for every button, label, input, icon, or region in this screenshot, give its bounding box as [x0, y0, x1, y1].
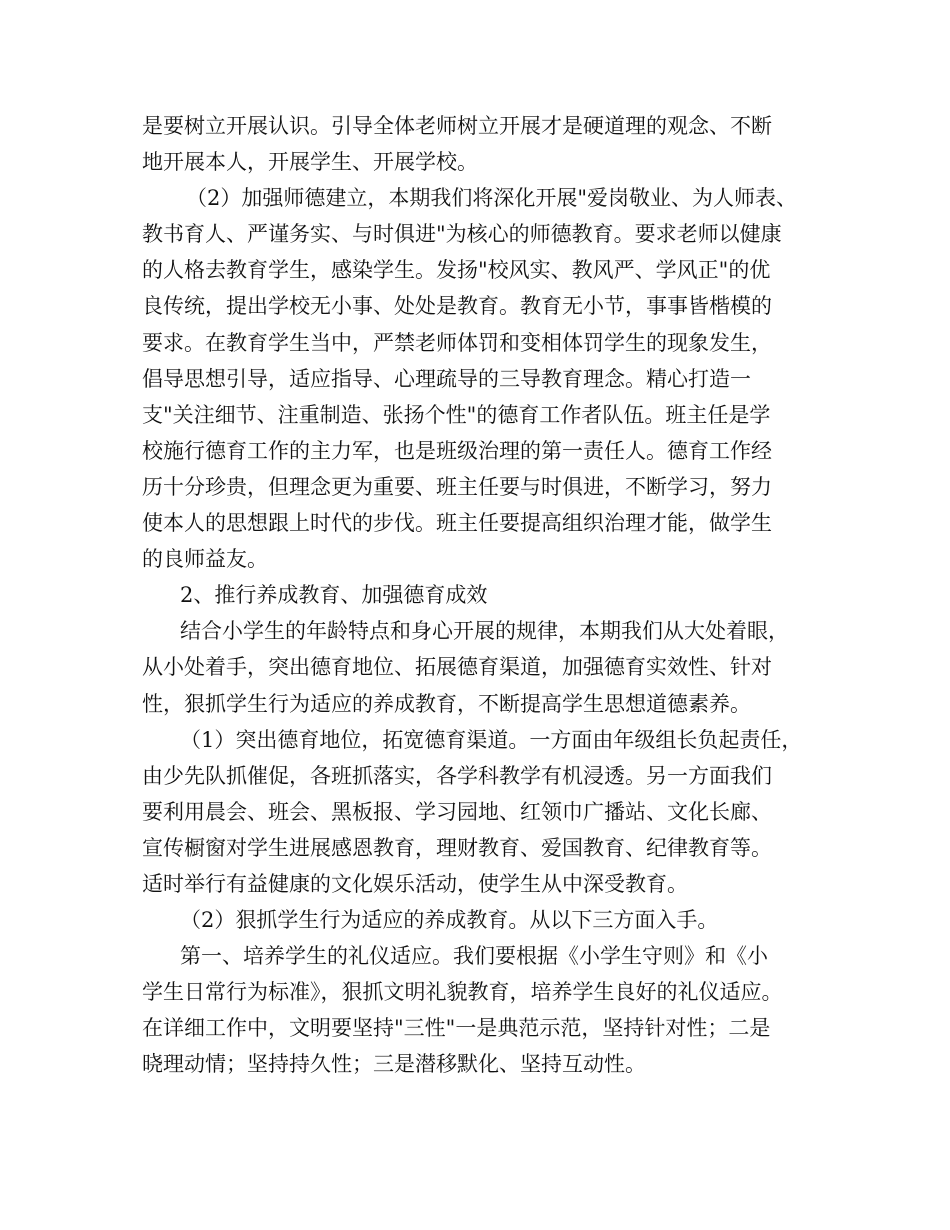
text-line: 校施行德育工作的主力军，也是班级治理的第一责任人。德育工作经 [142, 438, 772, 463]
text-line: （2）狠抓学生行为适应的养成教育。从以下三方面入手。 [180, 908, 719, 933]
text-line: 历十分珍贵，但理念更为重要、班主任要与时俱进，不断学习，努力 [142, 474, 772, 499]
text-line: 要求。在教育学生当中，严禁老师体罚和变相体罚学生的现象发生， [142, 330, 772, 355]
text-line: 宣传橱窗对学生进展感恩教育，理财教育、爱国教育、纪律教育等。 [142, 835, 772, 860]
text-line: 的人格去教育学生，感染学生。发扬"校风实、教风严、学风正"的优 [142, 258, 771, 283]
text-line: （1）突出德育地位，拓宽德育渠道。一方面由年级组长负起责任， [180, 727, 803, 752]
text-line: 在详细工作中，文明要坚持"三性"一是典范示范，坚持针对性；二是 [142, 1016, 771, 1041]
text-line: 要利用晨会、班会、黑板报、学习园地、红领巾广播站、文化长廊、 [142, 799, 772, 824]
text-line: 倡导思想引导，适应指导、心理疏导的三导教育理念。精心打造一 [142, 366, 751, 391]
text-line: （2）加强师德建立，本期我们将深化开展"爱岗敬业、为人师表、 [186, 186, 798, 211]
text-line: 良传统，提出学校无小事、处处是教育。教育无小节，事事皆楷模的 [142, 294, 772, 319]
text-line: 结合小学生的年龄特点和身心开展的规律，本期我们从大处着眼， [180, 619, 789, 644]
text-line: 从小处着手，突出德育地位、拓展德育渠道，加强德育实效性、针对 [142, 655, 772, 680]
text-line: 使本人的思想跟上时代的步伐。班主任要提高组织治理才能，做学生 [142, 511, 772, 536]
text-line: 教书育人、严谨务实、与时俱进"为核心的师德教育。要求老师以健康 [142, 222, 782, 247]
text-line: 第一、培养学生的礼仪适应。我们要根据《小学生守则》和《小 [180, 944, 768, 969]
text-line: 学生日常行为标准》，狠抓文明礼貌教育，培养学生良好的礼仪适应。 [142, 980, 783, 1005]
text-line: 支"关注细节、注重制造、张扬个性"的德育工作者队伍。班主任是学 [142, 402, 771, 427]
text-line: 由少先队抓催促，各班抓落实，各学科教学有机浸透。另一方面我们 [142, 763, 772, 788]
text-line: 是要树立开展认识。引导全体老师树立开展才是硬道理的观念、不断 [142, 114, 772, 138]
text-line: 适时举行有益健康的文化娱乐活动，使学生从中深受教育。 [142, 871, 688, 896]
document-body [142, 108, 832, 1083]
text-line: 的良师益友。 [142, 547, 268, 572]
text-line: 2、推行养成教育、加强德育成效 [180, 583, 488, 608]
text-line: 地开展本人，开展学生、开展学校。 [142, 150, 478, 175]
text-line: 晓理动情；坚持持久性；三是潜移默化、坚持互动性。 [142, 1052, 646, 1077]
text-line: 性，狠抓学生行为适应的养成教育，不断提高学生思想道德素养。 [142, 691, 751, 716]
